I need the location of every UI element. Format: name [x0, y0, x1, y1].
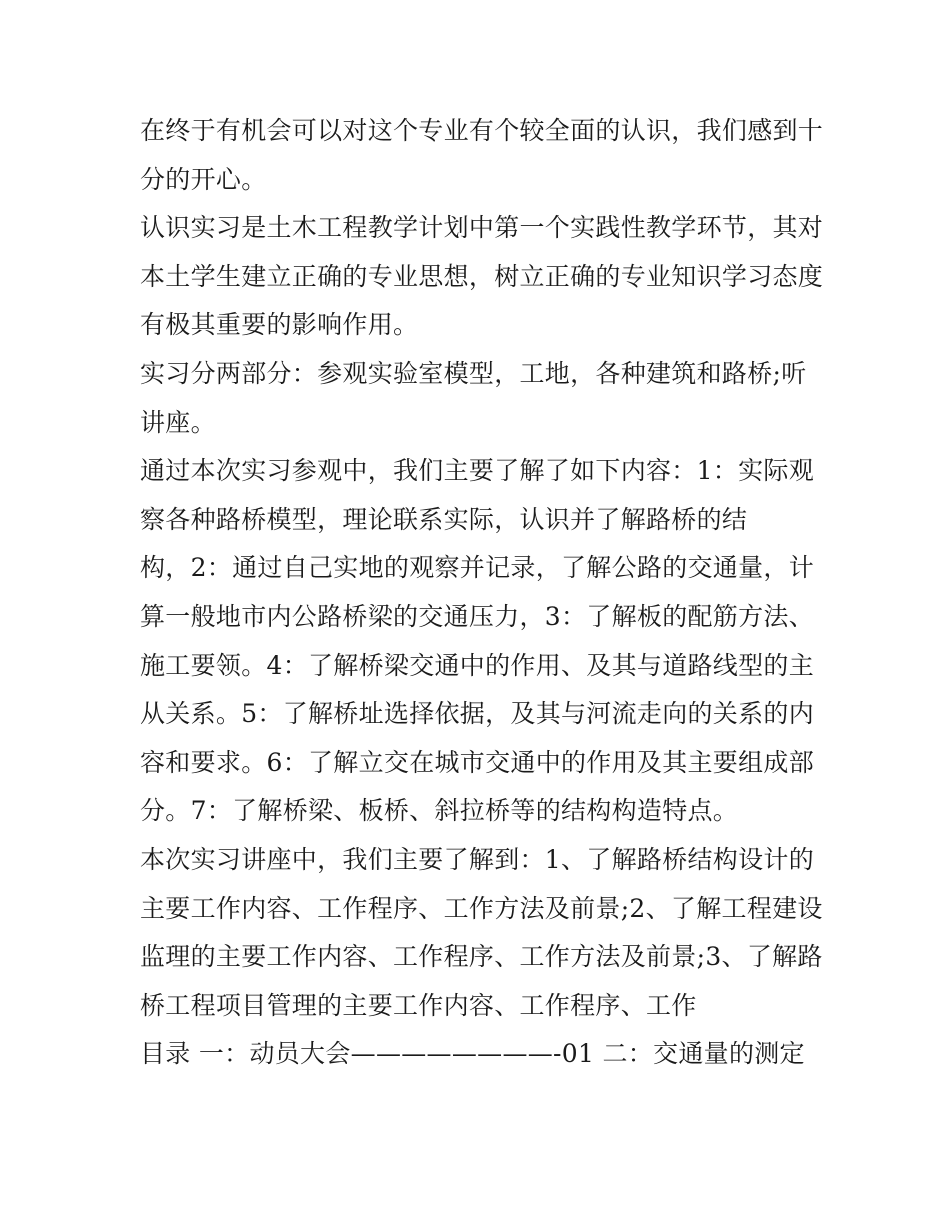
text-line: 通过本次实习参观中，我们主要了解了如下内容：1：实际观: [140, 456, 815, 486]
text-line: 分的开心。: [140, 164, 267, 194]
text-line: 施工要领。4：了解桥梁交通中的作用、及其与道路线型的主: [140, 650, 815, 680]
text-line: 本次实习讲座中，我们主要了解到：1、了解路桥结构设计的: [140, 844, 815, 874]
text-line: 察各种路桥模型，理论联系实际，认识并了解路桥的结: [140, 504, 748, 534]
text-line: 认识实习是土木工程教学计划中第一个实践性教学环节，其对: [140, 213, 824, 243]
toc-line: 目录 一：动员大会————————-01 二：交通量的测定: [140, 1039, 805, 1069]
text-line: 分。7：了解桥梁、板桥、斜拉桥等的结构构造特点。: [140, 796, 739, 826]
text-line: 从关系。5：了解桥址选择依据，及其与河流走向的关系的内: [140, 699, 815, 729]
text-line: 容和要求。6：了解立交在城市交通中的作用及其主要组成部: [140, 747, 815, 777]
text-line: 主要工作内容、工作程序、工作方法及前景;2、了解工程建设: [140, 893, 823, 923]
text-line: 有极其重要的影响作用。: [140, 310, 419, 340]
body-text: [140, 107, 824, 1079]
text-line: 本土学生建立正确的专业思想，树立正确的专业知识学习态度: [140, 261, 824, 291]
text-line: 讲座。: [140, 407, 216, 437]
text-line: 在终于有机会可以对这个专业有个较全面的认识，我们感到十: [140, 116, 824, 145]
text-line: 构，2：通过自己实地的观察并记录，了解公路的交通量，计: [140, 553, 815, 583]
text-line: 监理的主要工作内容、工作程序、工作方法及前景;3、了解路: [140, 942, 823, 972]
text-line: 实习分两部分：参观实验室模型，工地，各种建筑和路桥;听: [140, 358, 807, 388]
text-line: 桥工程项目管理的主要工作内容、工作程序、工作: [140, 990, 697, 1020]
text-line: 算一般地市内公路桥梁的交通压力，3：了解板的配筋方法、: [140, 601, 815, 631]
